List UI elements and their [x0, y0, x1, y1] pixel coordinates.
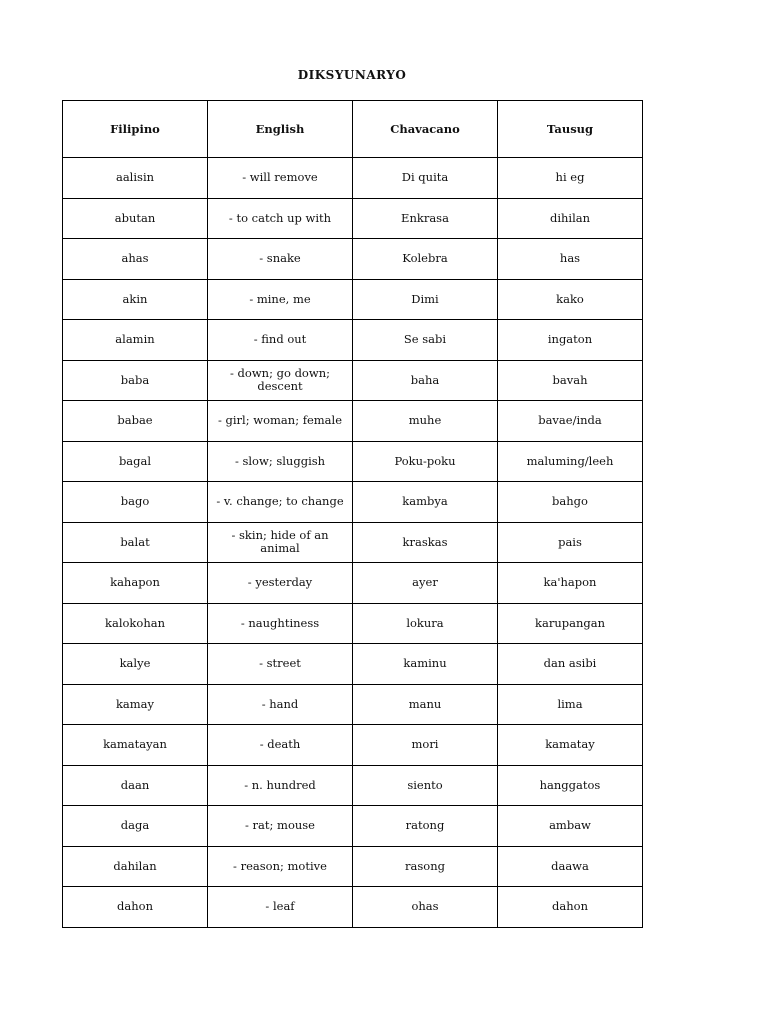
cell-chavacano: siento [353, 765, 498, 806]
cell-tausug: karupangan [498, 603, 643, 644]
cell-chavacano: baha [353, 360, 498, 401]
cell-chavacano: Enkrasa [353, 198, 498, 239]
cell-filipino: ahas [63, 239, 208, 280]
cell-tausug: dan asibi [498, 644, 643, 685]
cell-chavacano: kambya [353, 482, 498, 523]
header-chavacano: Chavacano [353, 101, 498, 158]
cell-english: - slow; sluggish [208, 441, 353, 482]
cell-tausug: hi eg [498, 158, 643, 199]
table-row [63, 239, 643, 280]
cell-chavacano: Poku-poku [353, 441, 498, 482]
cell-english: - leaf [208, 887, 353, 928]
cell-english: - reason; motive [208, 846, 353, 887]
cell-tausug: ingaton [498, 320, 643, 361]
cell-chavacano: rasong [353, 846, 498, 887]
cell-tausug: lima [498, 684, 643, 725]
cell-english: - mine, me [208, 279, 353, 320]
cell-filipino: alamin [63, 320, 208, 361]
cell-tausug: has [498, 239, 643, 280]
table-row [63, 360, 643, 401]
table-row [63, 401, 643, 442]
cell-filipino: kalokohan [63, 603, 208, 644]
cell-filipino: akin [63, 279, 208, 320]
cell-chavacano: Di quita [353, 158, 498, 199]
table-row [63, 522, 643, 563]
cell-chavacano: manu [353, 684, 498, 725]
table-row [63, 563, 643, 604]
table-row [63, 765, 643, 806]
cell-english: - snake [208, 239, 353, 280]
cell-tausug: kako [498, 279, 643, 320]
table-row [63, 644, 643, 685]
cell-filipino: daga [63, 806, 208, 847]
cell-english: - hand [208, 684, 353, 725]
cell-tausug: bavae/inda [498, 401, 643, 442]
cell-filipino: bagal [63, 441, 208, 482]
header-english: English [208, 101, 353, 158]
cell-chavacano: ratong [353, 806, 498, 847]
dictionary-table [62, 100, 643, 928]
cell-filipino: dahon [63, 887, 208, 928]
table-row [63, 887, 643, 928]
cell-filipino: daan [63, 765, 208, 806]
cell-tausug: maluming/leeh [498, 441, 643, 482]
cell-tausug: ambaw [498, 806, 643, 847]
cell-chavacano: muhe [353, 401, 498, 442]
cell-filipino: kamatayan [63, 725, 208, 766]
cell-chavacano: Se sabi [353, 320, 498, 361]
table-row [63, 482, 643, 523]
cell-english: - street [208, 644, 353, 685]
table-row [63, 441, 643, 482]
cell-filipino: kamay [63, 684, 208, 725]
cell-filipino: kahapon [63, 563, 208, 604]
cell-english: - to catch up with [208, 198, 353, 239]
cell-chavacano: lokura [353, 603, 498, 644]
cell-english: - v. change; to change [208, 482, 353, 523]
cell-english: - n. hundred [208, 765, 353, 806]
cell-tausug: bahgo [498, 482, 643, 523]
cell-chavacano: kraskas [353, 522, 498, 563]
cell-tausug: dahon [498, 887, 643, 928]
cell-english: - will remove [208, 158, 353, 199]
cell-tausug: bavah [498, 360, 643, 401]
cell-filipino: abutan [63, 198, 208, 239]
cell-tausug: dihilan [498, 198, 643, 239]
cell-chavacano: ohas [353, 887, 498, 928]
cell-filipino: balat [63, 522, 208, 563]
table-row [63, 684, 643, 725]
table-row [63, 279, 643, 320]
cell-chavacano: Dimi [353, 279, 498, 320]
page-title: DIKSYUNARYO [297, 68, 407, 82]
header-row [63, 101, 643, 158]
cell-filipino: kalye [63, 644, 208, 685]
cell-chavacano: kaminu [353, 644, 498, 685]
cell-tausug: hanggatos [498, 765, 643, 806]
cell-chavacano: ayer [353, 563, 498, 604]
cell-english: - girl; woman; female [208, 401, 353, 442]
table-row [63, 725, 643, 766]
cell-english: - find out [208, 320, 353, 361]
cell-english: - death [208, 725, 353, 766]
table-row [63, 320, 643, 361]
cell-tausug: ka'hapon [498, 563, 643, 604]
cell-tausug: kamatay [498, 725, 643, 766]
cell-tausug: daawa [498, 846, 643, 887]
table-row [63, 603, 643, 644]
table-row [63, 806, 643, 847]
cell-english: - down; go down; descent [208, 360, 353, 401]
cell-chavacano: mori [353, 725, 498, 766]
cell-english: - yesterday [208, 563, 353, 604]
header-tausug: Tausug [498, 101, 643, 158]
table-row [63, 846, 643, 887]
cell-english: - skin; hide of an animal [208, 522, 353, 563]
cell-filipino: dahilan [63, 846, 208, 887]
cell-filipino: baba [63, 360, 208, 401]
cell-tausug: pais [498, 522, 643, 563]
cell-english: - naughtiness [208, 603, 353, 644]
header-filipino: Filipino [63, 101, 208, 158]
cell-filipino: babae [63, 401, 208, 442]
table-row [63, 198, 643, 239]
cell-filipino: bago [63, 482, 208, 523]
cell-english: - rat; mouse [208, 806, 353, 847]
cell-filipino: aalisin [63, 158, 208, 199]
table-body [63, 158, 643, 928]
cell-chavacano: Kolebra [353, 239, 498, 280]
table-row [63, 158, 643, 199]
